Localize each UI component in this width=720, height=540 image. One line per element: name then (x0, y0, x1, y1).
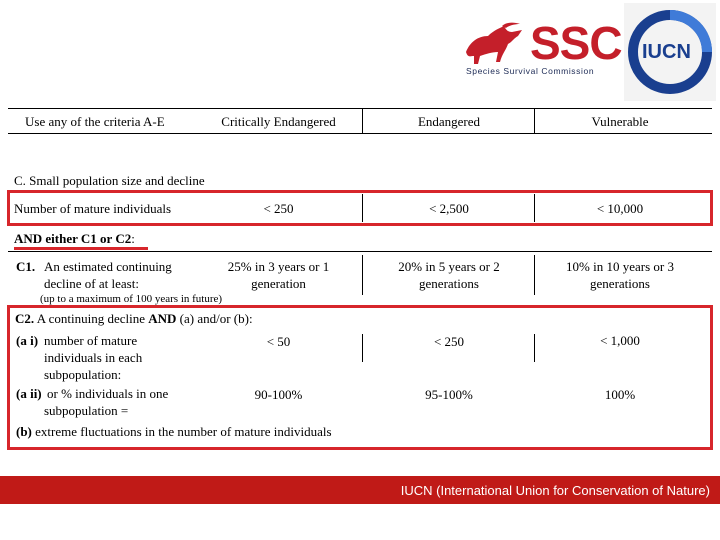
c2-b-line (16, 424, 332, 440)
c2-ai-code: (a i) (16, 333, 39, 348)
row-divider (362, 334, 363, 362)
mature-vu-value: < 10,000 (596, 201, 644, 216)
c2-b-code: (b) (16, 424, 32, 439)
c2-aii-vu-value: 100% (604, 387, 636, 402)
header-vulnerable: Vulnerable (591, 114, 649, 129)
header-criteria: Use any of the criteria A-E (25, 114, 165, 129)
iucn-logo (624, 3, 716, 101)
c2-aii-line2: subpopulation = (44, 403, 129, 418)
and-either-text: AND either C1 or C2 (14, 231, 132, 246)
c2-aii-code: (a ii) (16, 386, 42, 401)
c1-line2: decline of at least: (44, 276, 139, 291)
ssc-subtitle: Species Survival Commission (466, 66, 595, 76)
c1-vu-line2: generations (590, 276, 650, 291)
mature-individuals-label: Number of mature individuals (14, 201, 172, 216)
mature-en-value: < 2,500 (429, 201, 469, 216)
c1-cr-line2: generation (251, 276, 306, 291)
mature-cr-value: < 250 (263, 201, 294, 216)
c2-ai-line2: individuals in each (44, 350, 143, 365)
row-divider (534, 194, 535, 222)
c2-text-b: (a) and/or (b): (179, 311, 253, 326)
ssc-wordmark: SSC (530, 17, 622, 69)
header-divider (362, 108, 363, 133)
header-endangered: Endangered (417, 114, 481, 129)
c2-code: C2. (15, 311, 35, 326)
c2-aii-cr-value: 90-100% (254, 387, 303, 402)
and-either-colon: : (131, 231, 135, 246)
c1-en-line2: generations (419, 276, 479, 291)
ssc-logo (462, 18, 622, 80)
animal-silhouette-icon (462, 22, 528, 66)
footer-bar (0, 476, 720, 504)
c2-aii-en-value: 95-100% (425, 387, 473, 402)
iucn-wordmark: IUCN (642, 41, 691, 63)
c2-and: AND (148, 311, 177, 326)
c2-b-text: extreme fluctuations in the number of mature individuals (35, 424, 332, 439)
and-either-rule (8, 251, 712, 252)
header-top-rule (8, 108, 712, 109)
c1-line1: An estimated continuing (44, 259, 172, 274)
and-either-heading (14, 231, 135, 247)
row-divider (362, 255, 363, 295)
c1-code: C1. (16, 259, 36, 274)
c1-en-line1: 20% in 5 years or 2 (398, 259, 500, 274)
c2-ai-en-value: < 250 (433, 334, 465, 349)
c2-ai-cr-value: < 50 (266, 334, 291, 349)
c1-note: (up to a maximum of 100 years in future) (40, 293, 223, 305)
row-divider (534, 255, 535, 295)
header-critically-endangered: Critically Endangered (221, 114, 336, 129)
c2-heading (15, 311, 253, 327)
and-either-underline (14, 247, 148, 250)
header-divider (534, 108, 535, 133)
c2-ai-line3: subpopulation: (44, 367, 122, 382)
row-divider (534, 334, 535, 362)
header-bottom-rule (8, 133, 712, 134)
c2-text-a: A continuing decline (36, 311, 145, 326)
c1-cr-line1: 25% in 3 years or 1 (227, 259, 330, 274)
footer-text: IUCN (International Union for Conservation of Nature) (400, 483, 710, 498)
row-divider (362, 194, 363, 222)
c1-vu-line1: 10% in 10 years or 3 (566, 259, 674, 274)
section-title: C. Small population size and decline (14, 173, 205, 188)
c2-aii-line1: or % individuals in one (47, 386, 169, 401)
c2-ai-line1: number of mature (44, 333, 138, 348)
c2-ai-vu-value: < 1,000 (600, 333, 640, 348)
